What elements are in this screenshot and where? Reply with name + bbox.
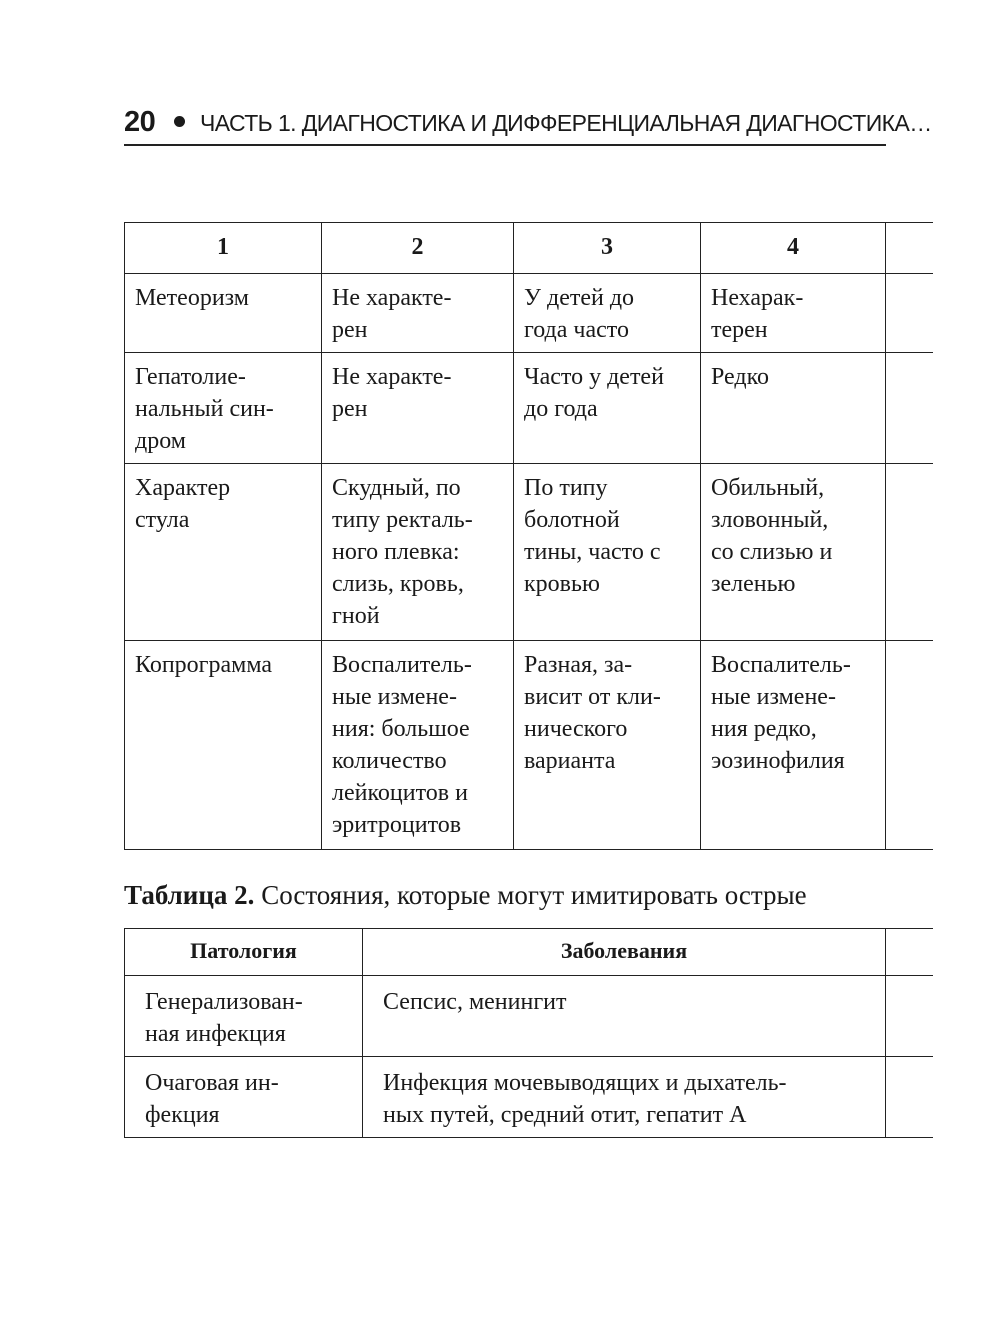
table-cell: У детей до года часто — [514, 274, 701, 353]
table-cell: Генерализован- ная инфекция — [125, 976, 363, 1057]
caption-label: Таблица 2. — [124, 880, 255, 910]
table-cell: Обильный, зловонный, со слизью и зеленью — [701, 464, 886, 641]
column-header: 4 — [701, 223, 886, 274]
table-row — [125, 353, 933, 464]
table-cell: Инфекция мочевыводящих и дыхатель- ных путей, средний отит, гепатит А — [363, 1057, 886, 1138]
bullet-separator — [174, 116, 185, 127]
column-header: 3 — [514, 223, 701, 274]
comparison-table — [124, 222, 933, 850]
table-cell: Не характе- рен — [322, 353, 514, 464]
page-number: 20 — [124, 106, 156, 138]
table-cell: Метеоризм — [125, 274, 322, 353]
table-header-row — [125, 929, 933, 976]
table-cell: Сепсис, менингит — [363, 976, 886, 1057]
table-cell: Скудный, по типу ректаль- ного плевка: слизь, кровь, гной — [322, 464, 514, 641]
table-cell: Очаговая ин- фекция — [125, 1057, 363, 1138]
table-cell: Нехарак- терен — [701, 274, 886, 353]
cut-off-cell — [886, 353, 933, 464]
cut-off-cell — [886, 976, 933, 1057]
table-row — [125, 641, 933, 850]
table-header-row — [125, 223, 933, 274]
cut-off-cell — [886, 274, 933, 353]
table-row — [125, 1057, 933, 1138]
table-row — [125, 274, 933, 353]
table-cell: Не характе- рен — [322, 274, 514, 353]
cut-off-cell — [886, 1057, 933, 1138]
table-cell: Воспалитель- ные измене- ния: большое количество лейкоцитов и эритроцитов — [322, 641, 514, 850]
table-cell: Копрограмма — [125, 641, 322, 850]
column-header: Патология — [125, 929, 363, 976]
table-row — [125, 976, 933, 1057]
column-header: 1 — [125, 223, 322, 274]
caption-text: Состояния, которые могут имитировать острые — [254, 880, 807, 910]
table-cell: Часто у детей до года — [514, 353, 701, 464]
table-cell: Гепатолие- нальный син- дром — [125, 353, 322, 464]
table-cell: Редко — [701, 353, 886, 464]
running-title: ЧАСТЬ 1. ДИАГНОСТИКА И ДИФФЕРЕНЦИАЛЬНАЯ ДИАГНОСТИКА… — [200, 110, 932, 136]
table-cell: По типу болотной тины, часто с кровью — [514, 464, 701, 641]
conditions-table — [124, 928, 933, 1138]
cut-off-column — [886, 929, 933, 976]
running-header — [124, 100, 932, 146]
cut-off-cell — [886, 641, 933, 850]
table-cell: Воспалитель- ные измене- ния редко, эозинофилия — [701, 641, 886, 850]
table-caption — [124, 877, 807, 913]
table-row — [125, 464, 933, 641]
table-cell: Характер стула — [125, 464, 322, 641]
cut-off-cell — [886, 464, 933, 641]
table-cell: Разная, за- висит от кли- нического варианта — [514, 641, 701, 850]
column-header: Заболевания — [363, 929, 886, 976]
column-header: 2 — [322, 223, 514, 274]
cut-off-column — [886, 223, 933, 274]
